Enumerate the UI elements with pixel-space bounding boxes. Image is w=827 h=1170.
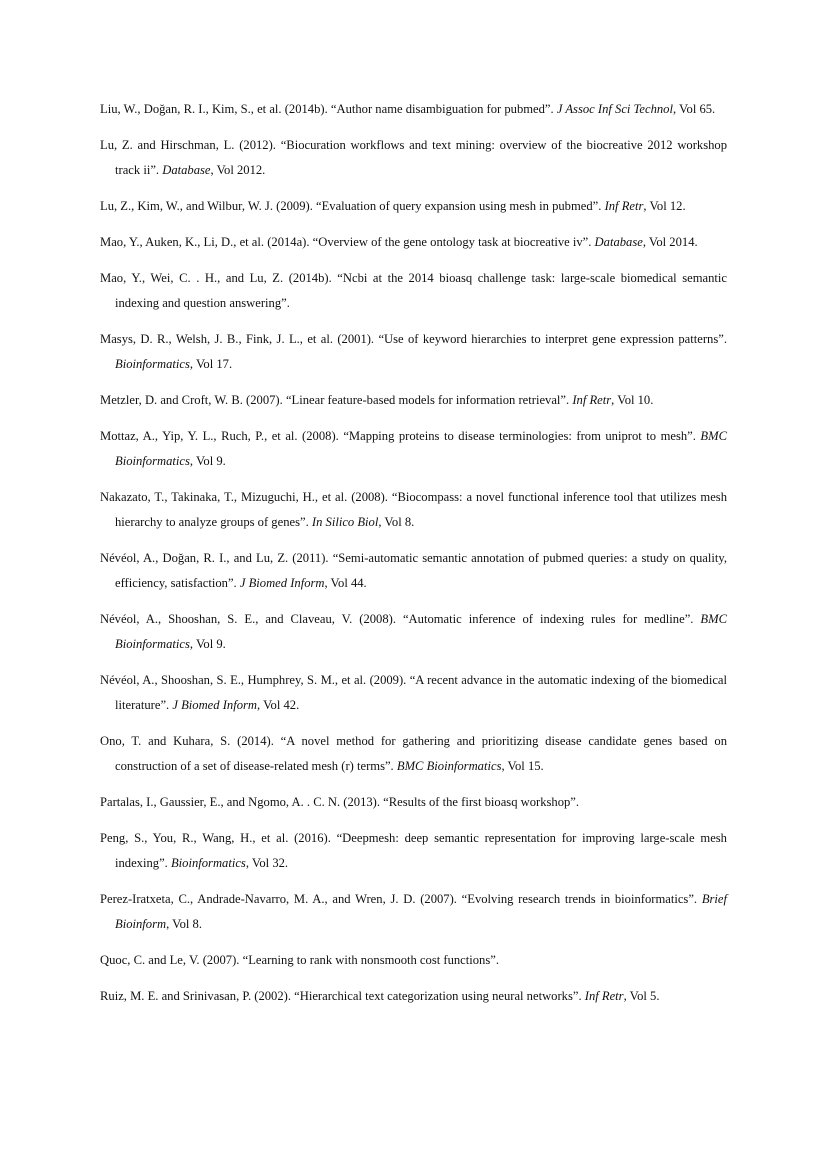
reference-title: “Mapping proteins to disease terminologies: from uniprot to mesh”. [343, 429, 696, 443]
reference-authors: Névéol, A., Shooshan, S. E., Humphrey, S. M., et al. (2009). [100, 673, 407, 687]
reference-authors: Lu, Z. and Hirschman, L. (2012). [100, 138, 276, 152]
reference-authors: Mao, Y., Wei, C. . H., and Lu, Z. (2014b). [100, 271, 332, 285]
reference-entry [100, 194, 727, 219]
reference-authors: Liu, W., Doğan, R. I., Kim, S., et al. (2014b). [100, 102, 328, 116]
reference-entry [100, 327, 727, 377]
reference-entry [100, 388, 727, 413]
reference-entry [100, 546, 727, 596]
reference-authors: Névéol, A., Shooshan, S. E., and Claveau, V. (2008). [100, 612, 396, 626]
reference-authors: Mottaz, A., Yip, Y. L., Ruch, P., et al. (2008). [100, 429, 339, 443]
reference-list [100, 97, 727, 1020]
reference-volume: , Vol 9. [189, 637, 226, 651]
reference-entry [100, 424, 727, 474]
reference-title: “Biocompass: a novel functional inference tool that utilizes mesh hierarchy to analyze groups of genes”. [115, 490, 727, 529]
reference-entry [100, 887, 727, 937]
reference-volume: , Vol 9. [189, 454, 226, 468]
reference-authors: Nakazato, T., Takinaka, T., Mizuguchi, H., et al. (2008). [100, 490, 388, 504]
reference-volume: , Vol 5. [623, 989, 660, 1003]
reference-title: “A recent advance in the automatic indexing of the biomedical literature”. [115, 673, 727, 712]
reference-entry [100, 826, 727, 876]
reference-volume: , Vol 65. [672, 102, 716, 116]
reference-entry [100, 948, 727, 973]
reference-entry [100, 485, 727, 535]
reference-journal: Brief Bioinform [115, 892, 727, 931]
reference-volume: , Vol 12. [643, 199, 686, 213]
reference-title: “Automatic inference of indexing rules for medline”. [402, 612, 694, 626]
reference-authors: Perez-Iratxeta, C., Andrade-Navarro, M. A., and Wren, J. D. (2007). [100, 892, 457, 906]
reference-authors: Lu, Z., Kim, W., and Wilbur, W. J. (2009). [100, 199, 313, 213]
reference-journal: J Assoc Inf Sci Technol [556, 102, 673, 116]
reference-title: “Overview of the gene ontology task at biocreative iv”. [312, 235, 592, 249]
reference-authors: Peng, S., You, R., Wang, H., et al. (2016). [100, 831, 331, 845]
reference-entry [100, 133, 727, 183]
reference-journal: J Biomed Inform [239, 576, 325, 590]
reference-journal: Bioinformatics [115, 357, 190, 371]
reference-title: “Learning to rank with nonsmooth cost functions”. [242, 953, 499, 967]
reference-journal: Database [594, 235, 643, 249]
reference-volume: , Vol 8. [378, 515, 415, 529]
reference-title: “Results of the first bioasq workshop”. [383, 795, 580, 809]
reference-entry [100, 97, 727, 122]
reference-entry [100, 729, 727, 779]
reference-journal: BMC Bioinformatics [396, 759, 502, 773]
reference-authors: Metzler, D. and Croft, W. B. (2007). [100, 393, 283, 407]
reference-title: “Biocuration workflows and text mining: overview of the biocreative 2012 workshop track ii”. [115, 138, 727, 177]
reference-title: “Ncbi at the 2014 bioasq challenge task: large-scale biomedical semantic indexing and question answering”. [115, 271, 727, 310]
reference-title: “Hierarchical text categorization using neural networks”. [294, 989, 582, 1003]
reference-entry [100, 607, 727, 657]
reference-entry [100, 266, 727, 316]
reference-entry [100, 984, 727, 1009]
reference-authors: Partalas, I., Gaussier, E., and Ngomo, A. . C. N. (2013). [100, 795, 381, 809]
reference-authors: Ruiz, M. E. and Srinivasan, P. (2002). [100, 989, 291, 1003]
reference-journal: In Silico Biol [311, 515, 379, 529]
reference-volume: , Vol 17. [189, 357, 233, 371]
reference-volume: , Vol 10. [611, 393, 654, 407]
reference-volume: , Vol 32. [245, 856, 289, 870]
reference-volume: , Vol 42. [257, 698, 300, 712]
reference-authors: Mao, Y., Auken, K., Li, D., et al. (2014a). [100, 235, 310, 249]
reference-authors: Quoc, C. and Le, V. (2007). [100, 953, 240, 967]
reference-authors: Ono, T. and Kuhara, S. (2014). [100, 734, 274, 748]
reference-title: “Linear feature-based models for information retrieval”. [285, 393, 570, 407]
reference-journal: Bioinformatics [170, 856, 246, 870]
reference-title: “Evolving research trends in bioinformatics”. [461, 892, 698, 906]
reference-entry [100, 790, 727, 815]
reference-authors: Masys, D. R., Welsh, J. B., Fink, J. L., et al. (2001). [100, 332, 375, 346]
reference-journal: BMC Bioinformatics [115, 429, 728, 468]
reference-journal: Database [162, 163, 211, 177]
reference-volume: , Vol 8. [166, 917, 203, 931]
reference-volume: , Vol 2014. [642, 235, 698, 249]
reference-volume: , Vol 44. [324, 576, 367, 590]
reference-entry [100, 230, 727, 255]
reference-volume: , Vol 15. [501, 759, 544, 773]
reference-journal: Inf Retr [604, 199, 644, 213]
reference-journal: J Biomed Inform [172, 698, 257, 712]
reference-journal: Inf Retr [584, 989, 624, 1003]
reference-volume: , Vol 2012. [210, 163, 266, 177]
reference-journal: Inf Retr [572, 393, 612, 407]
reference-entry [100, 668, 727, 718]
reference-journal: BMC Bioinformatics [115, 612, 728, 651]
reference-title: “Evaluation of query expansion using mesh in pubmed”. [316, 199, 602, 213]
reference-title: “Author name disambiguation for pubmed”. [330, 102, 554, 116]
reference-title: “Deepmesh: deep semantic representation for improving large-scale mesh indexing”. [115, 831, 727, 870]
reference-title: “A novel method for gathering and prioritizing disease candidate genes based on construction of a set of disease-related mesh (r) terms”. [115, 734, 727, 773]
reference-title: “Use of keyword hierarchies to interpret gene expression patterns”. [378, 332, 727, 346]
reference-title: “Semi-automatic semantic annotation of pubmed queries: a study on quality, efficiency, satisfaction”. [115, 551, 727, 590]
reference-authors: Névéol, A., Doğan, R. I., and Lu, Z. (2011). [100, 551, 329, 565]
